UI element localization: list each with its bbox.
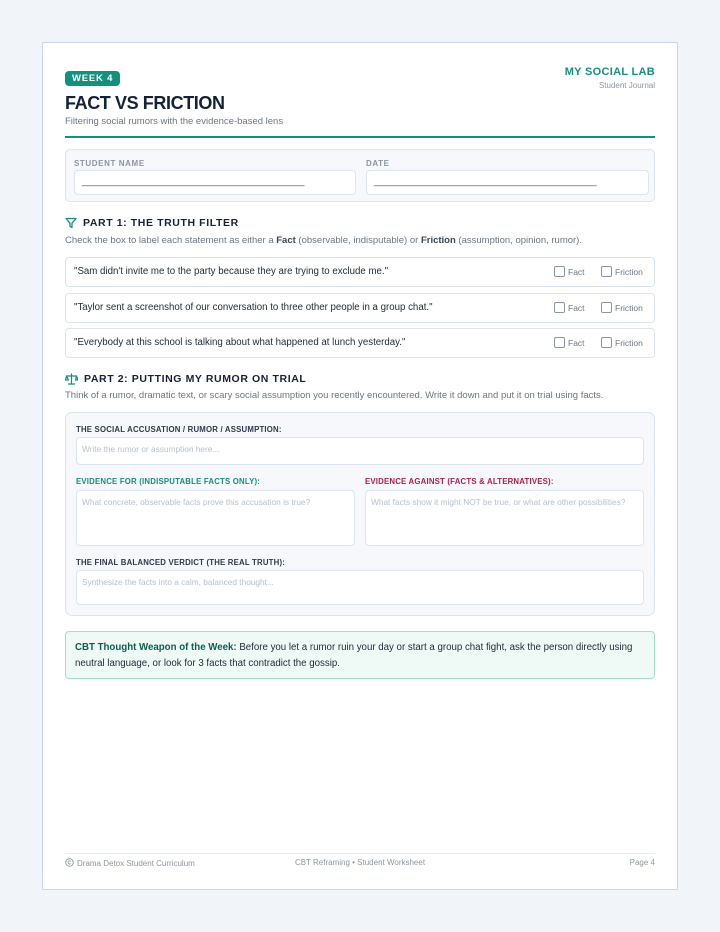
date-label: DATE: [366, 159, 390, 168]
statement-row: [65, 328, 655, 358]
part2-title: PART 2: PUTTING MY RUMOR ON TRIAL: [84, 373, 307, 385]
friction-checkbox[interactable]: Friction: [601, 266, 643, 277]
rumor-trial-panel: [65, 412, 655, 616]
fact-checkbox[interactable]: Fact: [554, 337, 585, 348]
header-divider: [65, 136, 655, 138]
page-number: Page 4: [629, 858, 655, 867]
verdict-label: THE FINAL BALANCED VERDICT (THE REAL TRUTH):: [76, 558, 286, 567]
part1-heading: [65, 217, 239, 229]
filter-icon: [65, 217, 77, 229]
statement-text: "Taylor sent a screenshot of our conversation to three other people in a group chat.": [74, 302, 433, 313]
statement-row: [65, 293, 655, 323]
friction-checkbox[interactable]: Friction: [601, 302, 643, 313]
evidence-against-label: EVIDENCE AGAINST (FACTS & ALTERNATIVES):: [365, 477, 554, 486]
part1-title: PART 1: THE TRUTH FILTER: [83, 217, 239, 229]
tip-text: Before you let a rumor ruin your day or start a group chat fight, ask the person directly using neutral language, or look for 3 facts that contradict the gossip.: [75, 642, 633, 669]
part2-heading: [65, 373, 306, 385]
fact-checkbox[interactable]: Fact: [554, 266, 585, 277]
part1-description: Check the box to label each statement as either a Fact (observable, indisputable) or Friction (assumption, opinion, rumor).: [65, 235, 582, 246]
friction-checkbox[interactable]: Friction: [601, 337, 643, 348]
evidence-against-input[interactable]: What facts show it might NOT be true, or what are other possibilities?: [365, 490, 644, 546]
worksheet-page: [42, 42, 678, 890]
statement-text: "Everybody at this school is talking about what happened at lunch yesterday.": [74, 337, 406, 348]
brand-name: MY SOCIAL LAB: [564, 66, 655, 78]
scales-icon: [65, 373, 78, 385]
week-badge: WEEK 4: [65, 71, 120, 86]
student-name-label: STUDENT NAME: [74, 159, 145, 168]
page-title: FACT VS FRICTION: [65, 93, 225, 113]
accusation-label: THE SOCIAL ACCUSATION / RUMOR / ASSUMPTION:: [76, 425, 282, 434]
tip-lead: CBT Thought Weapon of the Week:: [75, 642, 237, 653]
evidence-for-label: EVIDENCE FOR (INDISPUTABLE FACTS ONLY):: [76, 477, 261, 486]
fact-checkbox[interactable]: Fact: [554, 302, 585, 313]
accusation-input[interactable]: Write the rumor or assumption here...: [76, 437, 644, 465]
student-info: [65, 149, 655, 202]
page-subtitle: Filtering social rumors with the evidence-based lens: [65, 116, 284, 127]
part2-description: Think of a rumor, dramatic text, or scary social assumption you recently encountered. Write it down and put it on trial using facts.: [65, 390, 604, 401]
student-name-field[interactable]: ________________________________________: [74, 170, 356, 195]
statement-row: [65, 257, 655, 287]
cbt-tip-callout: [65, 631, 655, 679]
footer-center: CBT Reframing • Student Worksheet: [294, 858, 426, 867]
statement-text: "Sam didn't invite me to the party because they are trying to exclude me.": [74, 266, 389, 277]
evidence-for-input[interactable]: What concrete, observable facts prove this accusation is true?: [76, 490, 355, 546]
date-field[interactable]: ________________________________________: [366, 170, 649, 195]
footer-left-text: Drama Detox Student Curriculum: [77, 859, 195, 868]
footer-divider: [65, 853, 655, 854]
brand: [565, 66, 655, 90]
verdict-input[interactable]: Synthesize the facts into a calm, balanced thought...: [76, 570, 644, 605]
brand-subtitle: Student Journal: [598, 81, 655, 90]
